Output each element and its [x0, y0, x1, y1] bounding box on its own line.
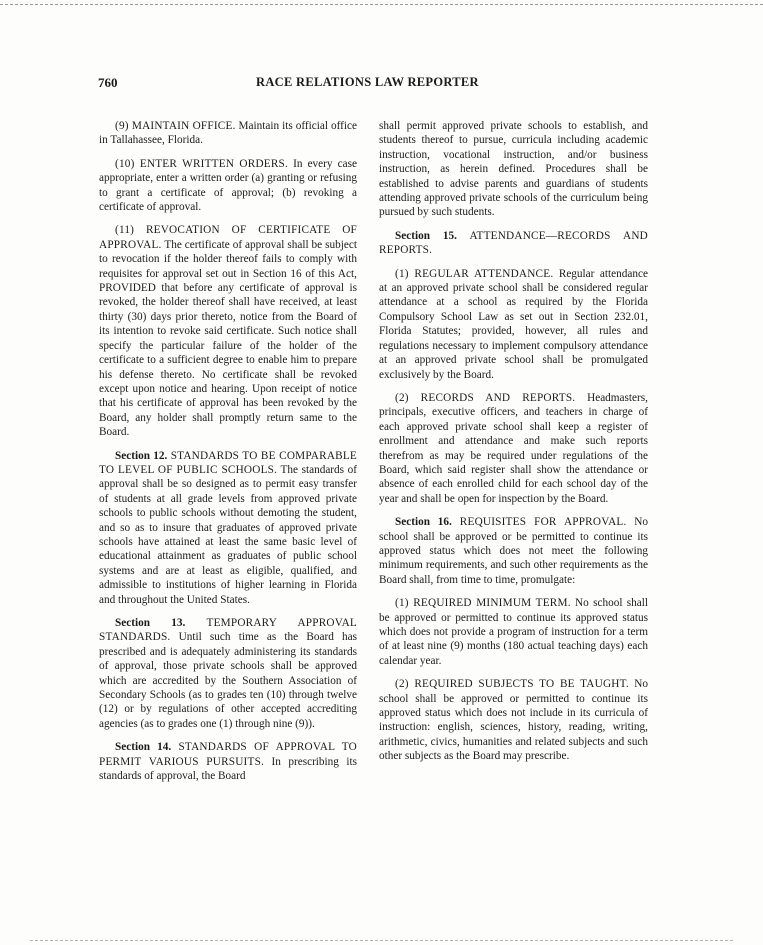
section-text: No school shall be approved or be permitted to continue its approved status which does not meet the following minimum requirements, and such other requirements as the Board shall, from time to time, promulgate:: [379, 516, 649, 586]
paragraph-records-and-reports: [379, 391, 648, 506]
paragraph-regular-attendance: [379, 267, 648, 382]
item-text: No school shall be approved or permitted to continue its approved status which does not provide a program of instruction for a term of at least nine (9) months (180 actual teaching days) each calendar year.: [379, 597, 648, 667]
paragraph-section-13: [99, 616, 357, 731]
section-heading: STANDARDS OF APPROVAL TO PERMIT VARIOUS PURSUITS.: [99, 741, 357, 768]
item-text: In every case appropriate, enter a written order (a) granting or refusing to grant a certificate of approval; (b) revoking a certificate of approval.: [99, 157, 357, 214]
section-label: Section 12.: [115, 449, 168, 462]
section-label: Section 14.: [115, 741, 172, 754]
section-text: Until such time as the Board has prescribed and is adequately administering its standards of approval, those private schools shall be approved which are accredited by the Southern Association of Secondary Schools (as to grades ten (10) through twelve (12) or by regulations of other accepted accrediting agencies (as to grades one (1) through nine (9)).: [99, 631, 357, 730]
item-text: Regular attendance at an approved private school shall be considered regular attendance at a school as required by the Florida Compulsory School Law as set out in Section 232.01, Florida Statutes; provided, however, all rules and regulations necessary to implement compulsory attendance at an approved private school shall be promulgated exclusively by the Board.: [379, 267, 648, 381]
item-heading: (11) REVOCATION OF CERTIFICATE OF APPROVAL.: [99, 224, 357, 251]
section-text: In prescribing its standards of approval, the Board: [99, 755, 358, 783]
page-number: 760: [98, 75, 118, 90]
item-heading: (9) MAINTAIN OFFICE.: [115, 120, 236, 132]
paragraph-required-minimum-term: [379, 596, 648, 668]
section-heading: REQUISITES FOR APPROVAL.: [451, 516, 627, 529]
right-column: [379, 119, 648, 773]
section-heading: STANDARDS TO BE COMPARABLE TO LEVEL OF PUBLIC SCHOOLS.: [99, 449, 357, 476]
paragraph-revocation: [99, 223, 357, 439]
item-text: Headmasters, principals, executive officers, and teachers in charge of each approved private school shall keep a register of enrollment and attendance and make such reports therefrom as may be required under regulations of the Board, which said register shall show the attendance or absence of each enrolled child for each school day of the year and shall be open for inspection by the Board.: [379, 391, 648, 505]
item-text: No school shall be approved or permitted to continue its approved status which does not include in its curricula of instruction: english, sciences, history, reading, writing, arithmetic, civics, humanities and related subjects and such other subjects as the Board may prescribe.: [379, 678, 648, 763]
page-bottom-edge: [30, 940, 733, 941]
item-heading: (1) REQUIRED MINIMUM TERM.: [395, 597, 571, 610]
paragraph-section-14-continued: [379, 119, 648, 220]
paragraph-enter-written-orders: [99, 157, 357, 215]
paragraph-section-12: [99, 449, 357, 607]
item-heading: (1) REGULAR ATTENDANCE.: [395, 267, 554, 280]
item-heading: (2) RECORDS AND REPORTS.: [395, 391, 576, 404]
section-heading: ATTENDANCE—RECORDS AND REPORTS.: [379, 229, 648, 257]
paragraph-required-subjects: [379, 677, 648, 763]
item-text: The certificate of approval shall be subject to revocation if the holder thereof fails to comply with requisites for approval set out in Section 16 of this Act, PROVIDED that before any certificate of approval is revoked, the holder thereof shall have received, at least thirty (30) days prior thereto, notice from the Board of its intention to revoke said certificate. Such notice shall specify the particular failure of the holder of the certificate to a sufficient degree to enable him to prepare his defense thereto. No certificate shall be revoked except upon notice and hearing. Upon receipt of notice that his certificate of approval has been revoked by the Board, any holder shall promptly return same to the Board.: [99, 238, 357, 439]
paragraph-section-14: [99, 740, 357, 783]
left-column: [99, 119, 357, 792]
section-label: Section 16.: [395, 516, 452, 529]
running-title: RACE RELATIONS LAW REPORTER: [256, 75, 479, 89]
item-text: Maintain its official office in Tallahassee, Florida.: [99, 120, 357, 147]
item-heading: (2) REQUIRED SUBJECTS TO BE TAUGHT.: [395, 678, 629, 691]
section-label: Section 15.: [395, 229, 457, 242]
page-top-edge: [0, 4, 763, 5]
section-text: The standards of approval shall be so designed as to permit easy transfer of students at all grade levels from approved private schools to public schools without demoting the student, and so as to insure that graduates of approved private schools have attained at least the same basic level of educational attainment as graduates of public school systems and are at least as eligible, qualified, and admissible to institutions of higher learning in Florida and throughout the United States.: [99, 463, 357, 606]
continuation-text: shall permit approved private schools to establish, and students thereof to pursue, curricula including academic instruction, vocational instruction, and/or business instruction, as herein defined. Procedures shall be established to advise parents and guardians of students attending approved private schools of the curriculum being pursued by such students.: [379, 120, 648, 219]
paragraph-section-16: [379, 515, 648, 587]
section-heading: TEMPORARY APPROVAL STANDARDS.: [99, 617, 358, 644]
paragraph-maintain-office: [99, 119, 357, 148]
paragraph-section-15: [379, 229, 648, 258]
section-label: Section 13.: [115, 617, 186, 629]
item-heading: (10) ENTER WRITTEN ORDERS.: [115, 157, 289, 170]
